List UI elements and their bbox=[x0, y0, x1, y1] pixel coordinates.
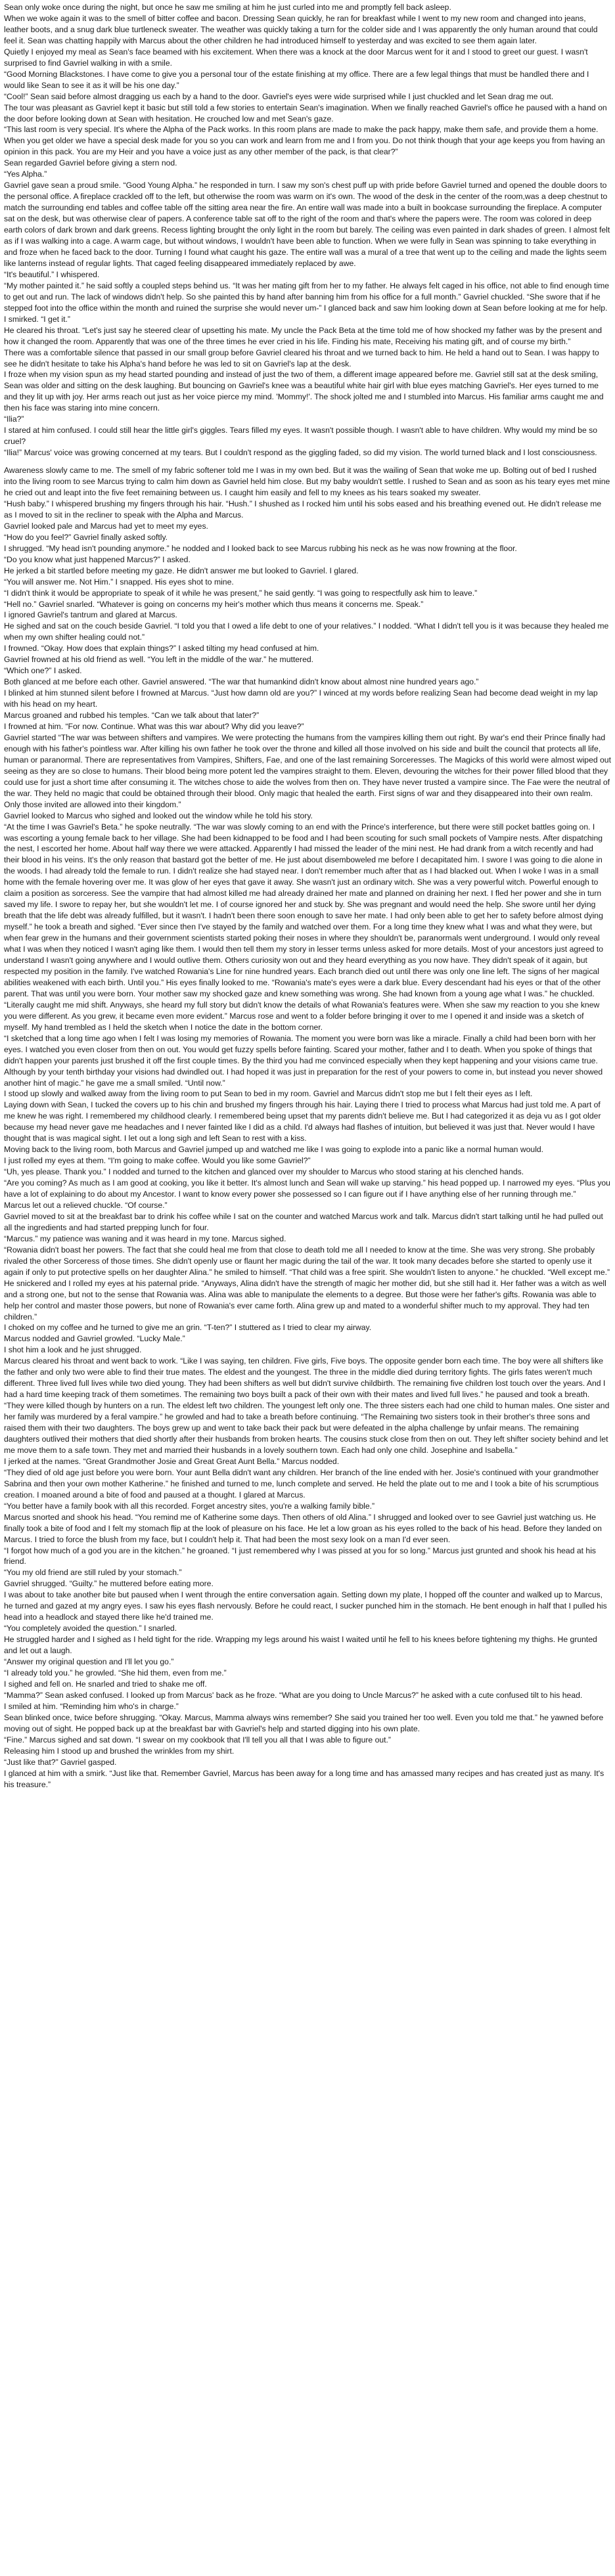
story-paragraph: I stared at him confused. I could still hear the little girl's giggles. Tears filled my eyes. It wasn't possible though. I wasn't able to have children. Why would my mind be so cruel? bbox=[4, 426, 597, 447]
story-paragraph: I was about to take another bite but paused when I went through the entire conversation again. Setting down my plate, I hopped off the counter and walked up to Marcus, he turned and gazed at my angry eyes. I saw his eyes flash nervously. Before he could react, I sucker punched him in the stomach. He bent enough in half that I pulled his head into a headlock and stayed there like he'd trained me. bbox=[4, 1590, 607, 1622]
story-paragraph: I just rolled my eyes at them. “I'm going to make coffee. Would you like some Gavriel?” bbox=[4, 1156, 311, 1166]
story-paragraph: “You better have a family book with all this recorded. Forget ancestry sites, you're a walking family bible.” bbox=[4, 1501, 375, 1511]
story-paragraph: Gavriel moved to sit at the breakfast bar to drink his coffee while I sat on the counter and watched Marcus work and talk. Marcus didn't start talking until he had pulled out all the ingredients and had started prepping lunch for four. bbox=[4, 1211, 603, 1232]
story-paragraph: “I didn't think it would be appropriate to speak of it while he was present,” he said gently. “I was going to respectfully ask him to leave.” bbox=[4, 588, 478, 598]
story-paragraph: Gavriel looked pale and Marcus had yet to meet my eyes. bbox=[4, 521, 208, 531]
story-paragraph: When we woke again it was to the smell of bitter coffee and bacon. Dressing Sean quickly, he ran for breakfast while I went to my new room and changed into jeans, leather boots, and a snug dark blue turtleneck sweater. The weather was quickly taking a turn for the colder side and I was apparently the only human around that could feel it. Sean was chatting happily with Marcus about the other children he had introduced himself to yesterday and was excited to see them again later. bbox=[4, 13, 598, 45]
story-paragraph: Awareness slowly came to me. The smell of my fabric softener told me I was in my own bed. But it was the wailing of Sean that woke me up. Bolting out of bed I rushed into the living room to see Marcus trying to calm him down as Gavriel held him close. But my baby wouldn't settle. I rushed to Sean and as soon as his teary eyes met mine he cried out and leapt into the five feet remaining between us. I caught him easily and fell to my knees as his tears soaked my sweater. bbox=[4, 466, 610, 497]
story-paragraph: Sean blinked once, twice before shrugging. “Okay. Marcus, Mamma always wins remember? She said you trained her too well. Even you told me that.” he yawned before moving out of sight. He popped back up at the breakfast bar with Gavriel's help and started digging into his own plate. bbox=[4, 1712, 604, 1733]
story-paragraph: “Good Morning Blackstones. I have come to give you a personal tour of the estate finishing at my office. There are a few legal things that must be handled there and I would like Sean to see it as it will be his one day.” bbox=[4, 69, 589, 90]
story-paragraph: Quietly I enjoyed my meal as Sean's face beamed with his excitement. When there was a knock at the door Marcus went for it and I stood to greet our guest. I wasn't surprised to find Gavriel walking in with a smile. bbox=[4, 47, 588, 68]
story-paragraph: “Ilia!” Marcus' voice was growing concerned at my tears. But I couldn't respond as the giggling faded, so did my vision. The world turned black and I lost consciousness. bbox=[4, 448, 597, 458]
story-paragraph: “Uh, yes please. Thank you.” I nodded and turned to the kitchen and glanced over my shoulder to Marcus who stood staring at his clenched hands. bbox=[4, 1167, 524, 1177]
story-paragraph: Sean only woke once during the night, but once he saw me smiling at him he just curled into me and promptly fell back asleep. bbox=[4, 3, 451, 12]
story-paragraph: Gavriel gave sean a proud smile. “Good Young Alpha.” he responded in turn. I saw my son's chest puff up with pride before Gavriel turned and opened the double doors to the personal office. A fireplace crackled off to the left, but otherwise the room was warm on it's own. The wood of the desk in the center of the room,was a deep chestnut to match the surrounding end tables and coffee table off the sitting area near the fire. An entire wall was made into a built in bookcase surrounding the fireplace. A computer sat on the desk, but was otherwise clear of papers. A conference table sat off to the right of the room and that's where the papers were. The room was colored in deep earth colors of dark brown and dark greens. Recess lighting brought the only light in the room but barely. The ceiling was even painted in dark shades of green. I almost felt as if I was walking into a cage. A warm cage, but without windows, I wouldn't have been able to function. When we were fully in Sean was spinning to take everything in and froze when he faced back to the door. Turning I found what caught his gaze. The entire wall was a mural of a tree that went up to the ceiling and made the lights seem like lanterns instead of regular lights. That caged feeling disappeared immediately replaced by awe. bbox=[4, 181, 610, 268]
story-paragraph: The tour was pleasant as Gavriel kept it basic but still told a few stories to entertain Sean's imagination. When we finally reached Gavriel's office he paused with a hand on the door before looking down at Sean with hesitation. He crouched low and met Sean's gaze. bbox=[4, 102, 607, 123]
story-paragraph: “They died of old age just before you were born. Your aunt Bella didn't want any children. Her branch of the line ended with her. Josie's continued with your grandmother Sabrina and then your own mother Katherine.” he finished and turned to me, lunch complete and served. He held the plate out to me and I took a bite of his scrumptious creation. I moaned around a bite of food and paused at a thought. I glared at Marcus. bbox=[4, 1467, 599, 1499]
story-paragraph: “I already told you.” he growled. “She hid them, even from me.” bbox=[4, 1668, 227, 1678]
story-paragraph: I jerked at the names. “Great Grandmother Josie and Great Great Aunt Bella.” Marcus nodded. bbox=[4, 1456, 340, 1466]
story-paragraph: “Just like that?” Gavriel gasped. bbox=[4, 1757, 117, 1767]
story-paragraph: “Answer my original question and I'll let you go.” bbox=[4, 1657, 174, 1667]
story-paragraph: Releasing him I stood up and brushed the wrinkles from my shirt. bbox=[4, 1746, 235, 1756]
story-paragraph: “Do you know what just happened Marcus?” I asked. bbox=[4, 554, 191, 564]
story-paragraph: “Fine.” Marcus sighed and sat down. “I swear on my cookbook that I'll tell you all that I was able to figure out.” bbox=[4, 1735, 391, 1744]
story-paragraph: Both glanced at me before each other. Gavriel answered. “The war that humankind didn't know about almost nine hundred years ago.” bbox=[4, 677, 479, 687]
story-paragraph: Marcus snorted and shook his head. “You remind me of Katherine some days. Then others of old Alina.” I shrugged and looked over to see Gavriel just watching us. He finally took a bite of food and I felt my stomach flip at the look of pleasure on his face. He let a low groan as his eyes rolled to the back of his head. Before they landed on Marcus. I tried to force the blush from my face, but I couldn't help it. That had been the most sexy look on a man I'd ever seen. bbox=[4, 1512, 602, 1544]
story-paragraph: “Yes Alpha.” bbox=[4, 169, 47, 179]
story-paragraph: “You my old friend are still ruled by your stomach.” bbox=[4, 1568, 182, 1578]
story-paragraph: “Ilia?” bbox=[4, 414, 24, 424]
story-paragraph: He sighed and sat on the couch beside Gavriel. “I told you that I owed a life debt to one of your relatives.” I nodded. “What I didn't tell you is it was because they healed me when my own shifter healing could not.” bbox=[4, 621, 609, 642]
story-paragraph: Moving back to the living room, both Marcus and Gavriel jumped up and watched me like I was going to explode into a panic like a normal human would. bbox=[4, 1145, 544, 1155]
story-paragraph: “Mamma?” Sean asked confused. I looked up from Marcus' back as he froze. “What are you doing to Uncle Marcus?” he asked with a cute confused tilt to his head. bbox=[4, 1690, 583, 1700]
story-paragraph: “It's beautiful.” I whispered. bbox=[4, 269, 100, 279]
story-paragraph: “Marcus.” my patience was waning and it was heard in my tone. Marcus sighed. bbox=[4, 1233, 286, 1243]
story-paragraph: Gavriel looked to Marcus who sighed and looked out the window while he told his story. bbox=[4, 811, 313, 820]
story-paragraph: Marcus cleared his throat and went back to work. “Like I was saying, ten children. Five girls, Five boys. The opposite gender born each time. The boy were all shifters like the father and only two were able to find their true mates. The eldest and the youngest. The three in the middle died during territory fights. The girls fates weren't much different. Three lived full lives while two died young. They had been shifters as well but didn't survive childbirth. The remaining five children lost touch over the years. And I had a hard time keeping track of them sometimes. The remaining two boys built a pack of their own with their mates and lived full lives.” he paused and took a breath. “They were killed though by hunters on a run. The eldest left two children. The youngest left only one. The three sisters each had one child to human males. One sister and her family was murdered by a feral vampire.” he growled and had to take a breath before continuing. “The Remaining two sisters took in their brother's three sons and raised them with their two daughters. The boys grew up and went to take back their pack but were defeated in the alpha challenge by unfair means. The remaining daughters outlived their mothers that died shortly after their husbands from broken hearts. The cousins stuck close from then on out. They left shifter society behind and let me move them to a safe town. They met and married their husbands in a lovely southern town. Each had only one child. Josephine and Isabella.” bbox=[4, 1356, 610, 1455]
story-paragraph: Gavriel started “The war was between shifters and vampires. We were protecting the humans from the vampires killing them out right. By war's end their Prince finally had enough with his father's pointless war. After killing his own father he took over the throne and killed all those involved on his side and built the council that protects all life, human or paranormal. There are representatives from Vampires, Shifters, Fae, and one of the last remaining Sorceresses. The Magicks of this world were almost wiped out seeing as they are so close to humans. Their blood being more potent led the vampires straight to them. Eleven, devouring the witches for their power filled blood that they could use for just a short time after consuming it. The witches chose to aide the wolves from then on. They have never trusted a vampire since. The Fae were the neutral of the war. They held no magic that could be obtained through their blood. Only magic that healed the earth. First signs of war and they disappeared into their own realm. Only those invited are allowed into their kingdom.” bbox=[4, 732, 611, 809]
story-paragraph: “You will answer me. Not Him.” I snapped. His eyes shot to mine. bbox=[4, 577, 234, 587]
story-paragraph: Sean regarded Gavriel before giving a stern nod. bbox=[4, 158, 177, 168]
story-paragraph: I frowned at him. “For now. Continue. What was this war about? Why did you leave?” bbox=[4, 722, 304, 731]
story-paragraph: “Hush baby.” I whispered brushing my fingers through his hair. “Hush.” I shushed as I rocked him until his sobs eased and his breathing evened out. He didn't release me as I moved to sit in the recliner to speak with the Alpha and Marcus. bbox=[4, 499, 602, 520]
story-paragraph: He jerked a bit startled before meeting my gaze. He didn't answer me but looked to Gavriel. I glared. bbox=[4, 566, 359, 575]
story-paragraph: I smiled at him. “Reminding him who's in charge.” bbox=[4, 1701, 179, 1711]
story-paragraph: Laying down with Sean, I tucked the covers up to his chin and brushed my fingers through his hair. Laying there I tried to process what Marcus had just told me. A part of me knew he was right. I remembered my childhood clearly. I remembered being upset that my parents didn't believe me. But I had categorized it as deja vu as I got older because my head never gave me headaches and I never fainted like I did as a child. I'd always had flashes of intuition, but believed it was just that. Never would I have thought that is was magical sight. I let out a long sigh and left Sean to rest with a kiss. bbox=[4, 1100, 601, 1144]
story-paragraph: Gavriel frowned at his old friend as well. “You left in the middle of the war.” he muttered. bbox=[4, 655, 314, 665]
story-paragraph: Marcus let out a relieved chuckle. “Of course.” bbox=[4, 1200, 168, 1210]
story-paragraph: I froze when my vision spun as my head started pounding and instead of just the two of them, a different image appeared before me. Gavriel still sat at the desk smiling, Sean was older and sitting on the desk laughing. But bouncing on Gavriel's knee was a beautiful white hair girl with blue eyes matching Gavriel's. Her eyes turned to me and they lit up with joy. Her arms reach out just as her voice pierce my mind. 'Mommy!'. The shock jolted me and I stumbled into Marcus. His familiar arms caught me and then his face was staring into mine concern. bbox=[4, 370, 604, 413]
story-text bbox=[4, 2, 611, 1790]
story-paragraph: “At the time I was Gavriel's Beta.” he spoke neutrally. “The war was slowly coming to an end with the Prince's interference, but there were still pocket battles going on. I was escorting a young female back to her village. She had been kidnapped to be food and I had been scouting for such small pockets of Vampire nests. After dispatching the nest, I escorted her home. About half way there we were attacked. Apparently I had missed the leader of the mini nest. He had drank from a witch recently and had their blood in his veins. It's the only reason that bastard got the better of me. He just about disemboweled me before I decapitated him. I swore I was going to die alone in the woods. I had already told the female to run. I didn't realize she had stayed near. I don't remember much after that as I had blacked out. When I woke I was in a small home with the female hovering over me. It was glow of her eyes that gave it away. She wasn't just an ordinary witch. She was a very powerful witch. Powerful enough to claim a position as sorceress. See the vampire that had almost killed me had already drained her mate and planned on draining her next. I fled her power and she in turn saved my life. I swore to repay her, but she wouldn't let me. I of course ignored her and stuck by. She was pregnant and would need the help. She swore until her dying breath that the life debt was already fulfilled, but it wasn't. I hadn't been there soon enough to save her mate. I had only been able to get her to safety before almost dying myself.” he took a breath and sighed. “Ever since then I've stayed by the family and watched over them. For a long time they knew what I was and what they were, but when fear grew in the humans and their government scientists started poking their noses in where they shouldn't be, paranormals went underground. I would only reveal what I was when they noticed I wasn't aging like them. I would then tell them my story in lesser terms unless asked for more details. Most of your ancestors just agreed to understand I wasn't going anywhere and I would outlive them. Others curiosity won out and they heard everything as you now have. They didn't speak of it again, but respected my position in the family. I've watched Rowania's Line for nine hundred years. Each branch died out until there was only one line left. The signs of her magical abilities weakened with each birth. Until you.” His eyes finally looked to me. “Rowania's mate's eyes were a dark blue. Every descendant had his eyes or that of the other parent. That was until you were born. Your mother saw my shocked gaze and knew something was wrong. She had known from a young age what I was.” he chuckled. “Literally caught me mid shift. Anyways, she heard my full story but didn't know the details of what Rowania's features were. When she saw my reaction to you she knew you were different. As you grew, it became even more evident.” Marcus rose and went to a folder before bringing it over to me I opened it and inside was a sketch of myself. My hand trembled as I held the sketch when I notice the date in the bottom corner. bbox=[4, 822, 604, 1032]
story-paragraph: I choked on my coffee and he turned to give me an grin. “T-ten?” I stuttered as I tried to clear my airway. bbox=[4, 1323, 372, 1333]
story-paragraph: I frowned. “Okay. How does that explain things?” I asked tilting my head confused at him. bbox=[4, 644, 319, 654]
story-paragraph: “This last room is very special. It's where the Alpha of the Pack works. In this room plans are made to make the pack happy, make them safe, and provide them a home. When you get older we have a special desk made for you so you can work and learn from me and I from you. Do not think though that your age keeps you from having an opinion in this pack. You are my Heir and you have a voice just as any other member of the pack, is that clear?” bbox=[4, 125, 605, 157]
story-paragraph: I blinked at him stunned silent before I frowned at Marcus. “Just how damn old are you?” I winced at my words before realizing Sean had become dead weight in my lap with his head on my heart. bbox=[4, 688, 598, 709]
story-paragraph: “I sketched that a long time ago when I felt I was losing my memories of Rowania. The moment you were born was like a miracle. Finally a child had been born with her eyes. I watched you even closer from then on out. You would get fuzzy spells before fainting. Scared your mother, father and I to death. When you spoke of things that didn't happen your parents just brushed it off the first couple times. By the third you had me convinced especially when they kept happening and your visions came true. Although by your tenth birthday your visions had dwindled out. I had hoped it was just in preparation for the rest of your powers to come in, but instead you never showed another hint of magic.” he gave me a small smiled. “Until now.” bbox=[4, 1033, 603, 1088]
story-paragraph: “How do you feel?” Gavriel finally asked softly. bbox=[4, 532, 168, 542]
story-paragraph: Marcus groaned and rubbed his temples. “Can we talk about that later?” bbox=[4, 711, 260, 721]
story-paragraph: He cleared his throat. “Let's just say he steered clear of upsetting his mate. My uncle the Pack Beta at the time told me of how shocked my father was by the present and how it changed the room. Apparently that was one of the three times he ever cried in his life. Finding his mate, Receiving his mating gift, and of course my birth.” bbox=[4, 325, 603, 346]
story-paragraph: “Rowania didn't boast her powers. The fact that she could heal me from that close to death told me all I needed to know at the time. She was very strong. She probably rivaled the other Sorceress of those times. She didn't openly use or flaunt her magic during the tail of the war. It took many decades before she started to openly use it again if only to put protective spells on her daughter Alina.” he smiled to himself. “That child was a free spirit. She wouldn't listen to anyone.” he chuckled. “Well except me.” He snickered and I rolled my eyes at his paternal pride. “Anyways, Alina didn't have the strength of magic her mother did, but she still had it. Her father was a witch as well and a strong one, but not to the sense that Rowania was. Alina was able to manipulate the elements to a degree. But those were her father's gifts. Rowania was able to help her control and master those powers, but none of Rowania's ever came forth. Alina grew up and mated to a wonderful shifter much to my approval. They had ten children.” bbox=[4, 1245, 610, 1321]
story-paragraph: “My mother painted it.” he said softly a coupled steps behind us. “It was her mating gift from her to my father. He always felt caged in his office, not able to find enough time to get out and run. The lack of windows didn't help. So she painted this by hand after banning him from his office for a full month.” Gavriel chuckled. “She swore that if he stepped foot into the office within the month and ruined the surprise she would never um-” I glanced back and saw him looking down at Sean before looking at me for help. bbox=[4, 280, 610, 313]
story-paragraph: “Which one?” I asked. bbox=[4, 666, 82, 676]
story-paragraph: I shot him a look and he just shrugged. bbox=[4, 1345, 142, 1355]
story-paragraph: I glanced at him with a smirk. “Just like that. Remember Gavriel, Marcus has been away for a long time and has amassed many recipes and has created just as many. It's his treasure.” bbox=[4, 1768, 604, 1789]
story-paragraph: I sighed and fell on. He snarled and tried to shake me off. bbox=[4, 1679, 207, 1689]
story-paragraph: There was a comfortable silence that passed in our small group before Gavriel cleared his throat and we turned back to him. He held a hand out to Sean. I was happy to see he didn't hesitate to take his Alpha's hand before he was led to sit on Gavriel's lap at the desk. bbox=[4, 347, 599, 368]
story-paragraph: I smirked. “I get it.” bbox=[4, 314, 70, 324]
story-paragraph: He struggled harder and I sighed as I held tight for the ride. Wrapping my legs around his waist I waited until he fell to his knees before tightening my thighs. He grunted and let out a laugh. bbox=[4, 1635, 597, 1656]
story-paragraph: “You completely avoided the question.” I snarled. bbox=[4, 1624, 177, 1633]
story-paragraph: Gavriel shrugged. “Guilty.” he muttered before eating more. bbox=[4, 1579, 214, 1589]
story-paragraph: I shrugged. “My head isn't pounding anymore.” he nodded and I looked back to see Marcus rubbing his neck as he was now frowning at the floor. bbox=[4, 543, 517, 553]
story-paragraph: “I forgot how much of a god you are in the kitchen.” he groaned. “I just remembered why I was pissed at you for so long.” Marcus just grunted and shook his head at his friend. bbox=[4, 1545, 597, 1566]
story-paragraph: “Cool!” Sean said before almost dragging us each by a hand to the door. Gavriel's eyes were wide surprised while I just chuckled and let Sean drag me out. bbox=[4, 91, 554, 101]
story-paragraph: I ignored Gavriel's tantrum and glared at Marcus. bbox=[4, 610, 177, 620]
story-paragraph: I stood up slowly and walked away from the living room to put Sean to bed in my room. Gavriel and Marcus didn't stop me but I felt their eyes as I left. bbox=[4, 1089, 533, 1099]
story-paragraph: Marcus nodded and Gavriel growled. “Lucky Male.” bbox=[4, 1334, 185, 1344]
story-paragraph: “Are you coming? As much as I am good at cooking, you like it better. It's almost lunch and Sean will wake up starving.” his head popped up. I narrowed my eyes. “Plus you have a lot of explaining to do about my Ancestor. I want to know every power she possessed so I can figure out if I have anything else of her running through me.” bbox=[4, 1178, 610, 1199]
story-paragraph: “Hell no.” Gavriel snarled. “Whatever is going on concerns my heir's mother which thus means it concerns me. Speak.” bbox=[4, 599, 424, 609]
